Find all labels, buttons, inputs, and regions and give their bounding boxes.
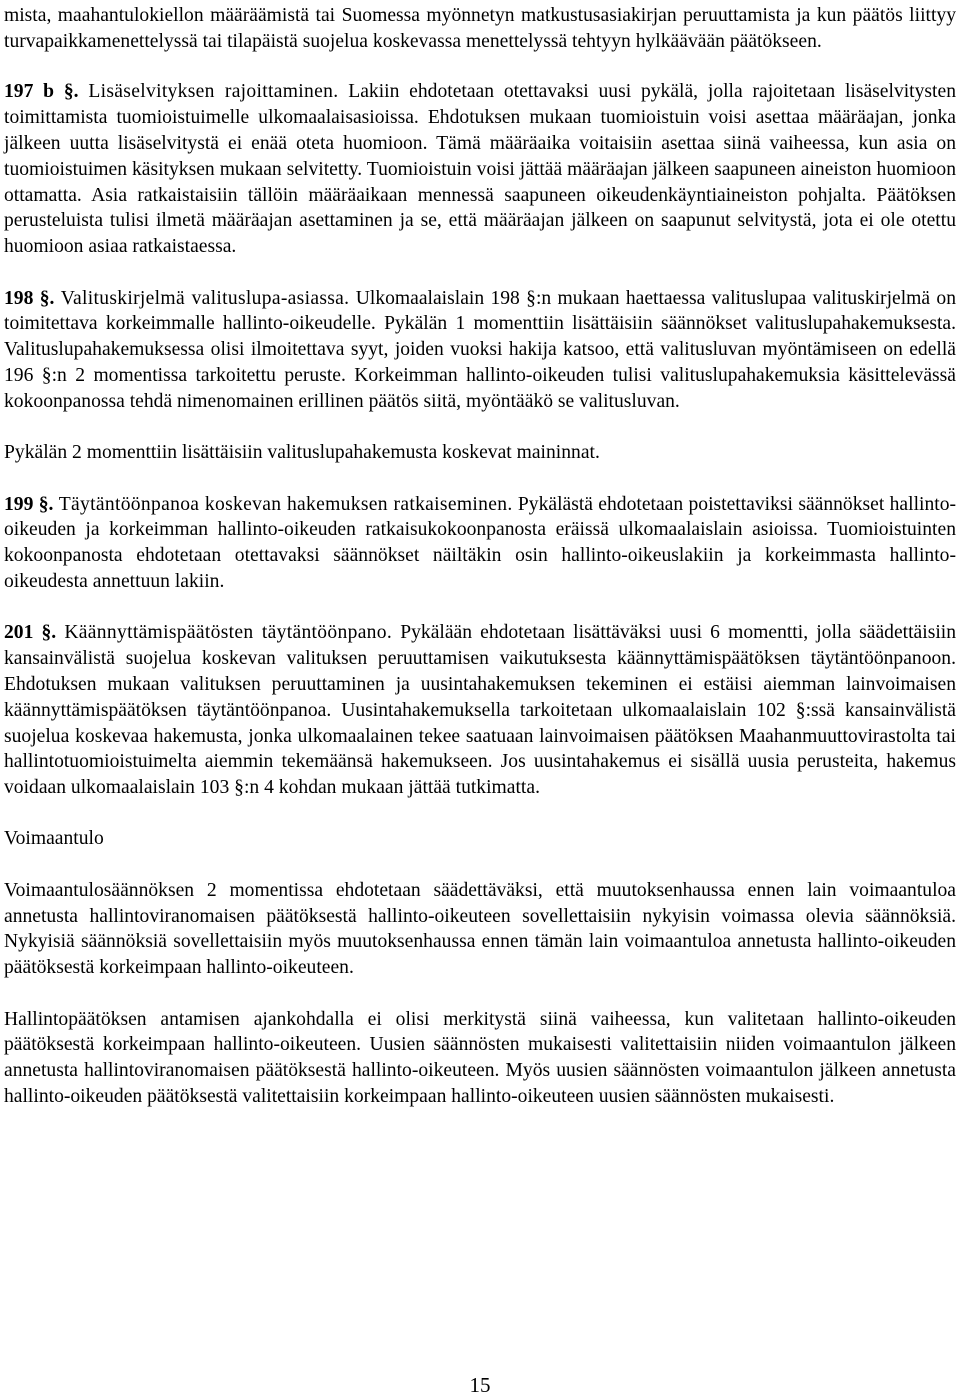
section-number: 198 §. (4, 287, 55, 309)
section-number: 201 §. (4, 622, 57, 644)
voimaantulo-heading: Voimaantulo (4, 828, 104, 850)
section-body: Pykälästä ehdotetaan poistettaviksi säännökset hallinto-oikeuden ja korkeimman hallinto-oikeuden ratkaisukokoonpanosta eräissä ulkomaalaislain asioissa. Tuomioistuinten kokoonpanosta ehdotetaan otettavaksi säännökset näiltäkin osin hallinto-oikeuslakiin ja korkeimmasta hallinto-oikeudesta annettuun lakiin. (4, 493, 957, 592)
voimaantulo-paragraph-2: Hallintopäätöksen antamisen ajankohdalla ei olisi merkitystä siinä vaiheessa, kun valitetaan hallinto-oikeuden päätöksestä korkeimpaan hallinto-oikeuteen. Uusien säännösten mukaisesti valitettaisiin niiden voimaantulon jälkeen annetusta hallintoviranomaisen päätöksestä hallinto-oikeuteen. Myös uusien säännösten voimaantulon jälkeen annetusta hallinto-oikeuden päätöksestä valitettaisiin korkeimpaan hallinto-oikeuteen uusien säännösten mukaisesti. (4, 1008, 956, 1108)
section-body: Lakiin ehdotetaan otettavaksi uusi pykälä, jolla rajoitetaan lisäselvitysten toimittamista tuomioistuimelle ulkomaalaisasioissa. Ehdotuksen mukaan tuomioistuin voisi asettaa määräajan, jonka jälkeen uutta lisäselvitystä ei enää oteta huomioon. Tämä määräaika voitaisiin asettaa siinä vaiheessa, kun asia on tuomioistuimen käsityksen mukaan selvitetty. Tuomioistuin voisi jättää määräajan jälkeen saapuneen aineiston huomioon ottamatta. Asia ratkaistaisiin tällöin määräaikaan mennessä saapuneen oikeudenkäyntiaineiston pohjalta. Päätöksen perusteluista tulisi ilmetä määräajan asettaminen ja se, että määräajan jälkeen on saapunut selvitystä, jota ei ole otettu huomioon asiaa ratkaistaessa. (4, 81, 956, 258)
document-body (4, 3, 956, 1135)
section-198-second-paragraph: Pykälän 2 momenttiin lisättäisiin valituslupahakemusta koskevat maininnat. (4, 442, 600, 464)
voimaantulo-paragraph-1: Voimaantulosäännöksen 2 momentissa ehdotetaan säädettäväksi, että muutoksenhaussa ennen lain voimaantuloa annetusta hallintoviranomaisen päätöksestä hallinto-oikeuteen sovellettaisiin nykyisin voimassa olevia säännöksiä. Nykyisiä säännöksiä sovellettaisiin myös muutoksenhaussa ennen tämän lain voimaantuloa annetusta hallinto-oikeuden päätöksestä korkeimpaan hallinto-oikeuteen. (4, 879, 956, 979)
page-number: 15 (469, 1373, 491, 1397)
intro-paragraph: mista, maahantulokiellon määräämistä tai Suomessa myönnetyn matkustusasiakirjan peruuttamista ja kun päätös liittyy turvapaikkamenettelyssä tai tilapäistä suojelua koskevassa menettelyssä tehtyyn hylkäävään päätökseen. (4, 5, 956, 52)
section-number: 199 §. (4, 493, 54, 515)
section-201-paragraph (4, 620, 956, 801)
section-number: 197 b §. (4, 81, 79, 103)
section-title: Valituskirjelmä valituslupa-asiassa. (60, 287, 350, 309)
section-title: Täytäntöönpanoa koskevan hakemuksen ratkaiseminen. (58, 493, 513, 515)
section-title: Käännyttämispäätösten täytäntöönpano. (64, 622, 393, 644)
section-198-paragraph (4, 286, 956, 415)
section-title: Lisäselvityksen rajoittaminen. (88, 81, 339, 103)
section-199-paragraph (4, 492, 956, 595)
section-body: Ulkomaalaislain 198 §:n mukaan haettaessa valituslupaa valituskirjelmä on toimitettava korkeimmalle hallinto-oikeudelle. Pykälän 1 momenttiin lisättäisiin säännökset valituslupahakemuksesta. Valituslupahakemuksessa olisi ilmoitettava syyt, joiden vuoksi hakija katsoo, että valitusluvan myöntämiseen on edellä 196 §:n 2 momentissa tarkoitettu peruste. Korkeimman hallinto-oikeuden tulisi valituslupahakemuksia käsittelevässä kokoonpanossa tehdä nimenomainen erillinen päätös siitä, myöntääkö se valitusluvan. (4, 287, 957, 412)
section-197b-paragraph (4, 79, 956, 260)
section-body: Pykälään ehdotetaan lisättäväksi uusi 6 momentti, jolla säädettäisiin kansainvälistä suojelua koskevan valituksen peruuttamisen vaikutuksesta käännyttämispäätöksen täytäntöönpanoon. Ehdotuksen mukaan valituksen peruuttaminen ja uusintahakemuksen tekeminen ei estäisi aiemman lainvoimaisen käännyttämispäätöksen täytäntöönpanoa. Uusintahakemuksella tarkoitetaan ulkomaalaislain 102 §:ssä kansainvälistä suojelua koskevaa hakemusta, jonka ulkomaalainen tekee saatuaan lainvoimaisen päätöksen Maahanmuuttovirastolta tai hallintotuomioistuimelta aiemmin tekemäänsä hakemukseen. Jos uusintahakemus ei sisällä uusia perusteita, hakemus voidaan ulkomaalaislain 103 §:n 4 kohdan mukaan jättää tutkimatta. (4, 622, 957, 799)
